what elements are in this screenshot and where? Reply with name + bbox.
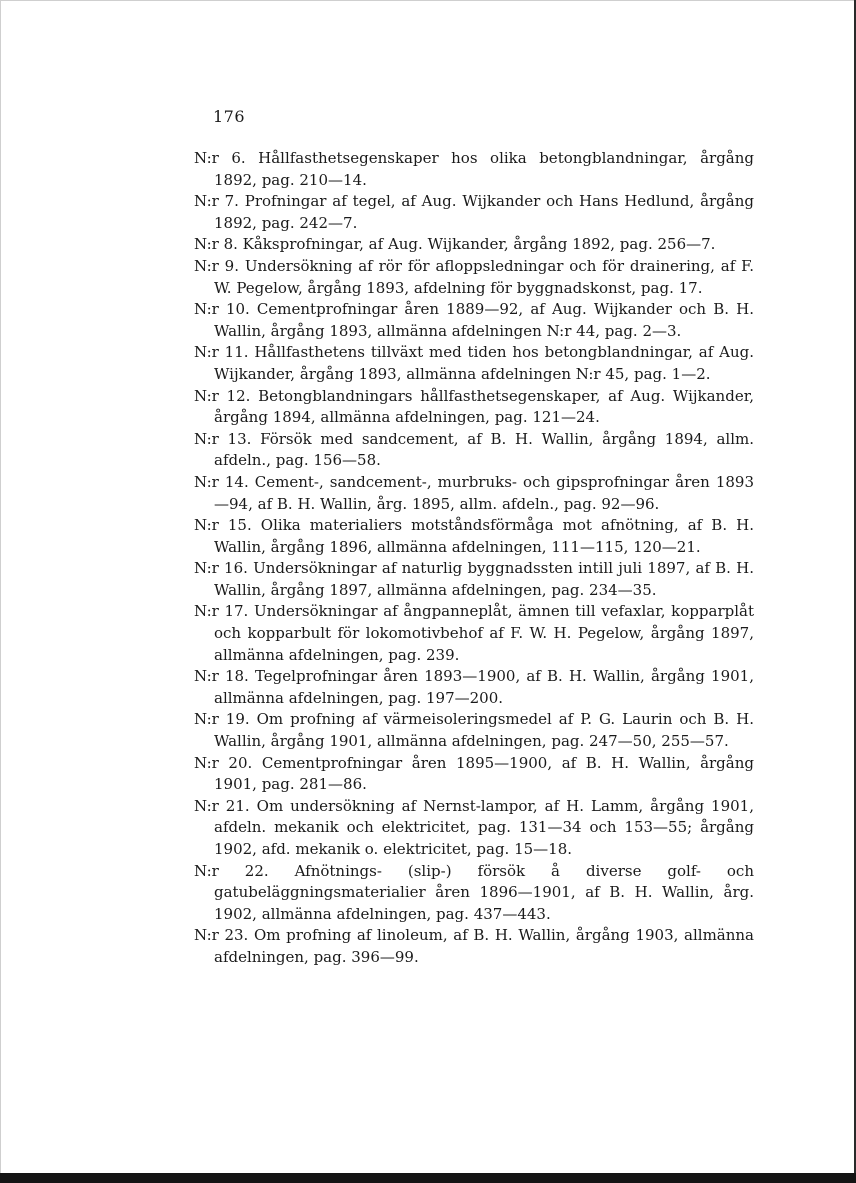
list-item-6: N:r 6. Hållfasthetsegenskaper hos olika betongblandningar, årgång 1892, pag. 210—14. — [194, 149, 754, 189]
list-item-12: N:r 12. Betongblandningars hållfasthetsegenskaper, af Aug. Wijkander, årgång 1894, allmänna afdelningen, pag. 121—24. — [194, 386, 754, 427]
list-item-9: N:r 9. Undersökning af rör för afloppsledningar och för drainering, af F. W. Pegelow, årgång 1893, afdelning för byggnadskonst, pag. 17. — [194, 256, 754, 297]
scan-edge-left — [0, 0, 1, 1183]
list-item-14: N:r 14. Cement-, sandcement-, murbruks- och gipsprofningar åren 1893 —94, af B. H. Wallin, årg. 1895, allm. afdeln., pag. 92—96. — [194, 472, 754, 513]
page-number: 176 — [213, 107, 246, 126]
list-item-19: N:r 19. Om profning af värmeisoleringsmedel af P. G. Laurin och B. H. Wallin, årgång 1901, allmänna afdelningen, pag. 247—50, 255—57. — [194, 710, 754, 751]
publication-list — [194, 148, 754, 969]
scan-edge-bottom — [0, 1173, 856, 1183]
list-item-7: N:r 7. Profningar af tegel, af Aug. Wijkander och Hans Hedlund, årgång 1892, pag. 242—7. — [194, 192, 754, 232]
list-item-15: N:r 15. Olika materialiers motståndsförmåga mot afnötning, af B. H. Wallin, årgång 1896, allmänna afdelningen, 111—115, 120—21. — [194, 516, 754, 556]
list-item-16: N:r 16. Undersökningar af naturlig byggnadssten intill juli 1897, af B. H. Wallin, årgång 1897, allmänna afdelningen, pag. 234—35. — [194, 559, 754, 599]
list-item-23: N:r 23. Om profning af linoleum, af B. H. Wallin, årgång 1903, allmänna afdelningen, pag. 396—99. — [194, 926, 754, 966]
scan-edge-top — [0, 0, 856, 1]
list-item-11: N:r 11. Hållfasthetens tillväxt med tiden hos betongblandningar, af Aug. Wijkander, årgång 1893, allmänna afdelningen N:r 45, pag. 1—2. — [194, 343, 754, 383]
list-item-22: N:r 22. Afnötnings- (slip-) försök å diverse golf- och gatubeläggningsmaterialier åren 1896—1901, af B. H. Wallin, årg. 1902, allmänna afdelningen, pag. 437—443. — [194, 861, 754, 923]
list-item-10: N:r 10. Cementprofningar åren 1889—92, af Aug. Wijkander och B. H. Wallin, årgång 1893, allmänna afdelningen N:r 44, pag. 2—3. — [194, 300, 754, 340]
list-item-20: N:r 20. Cementprofningar åren 1895—1900, af B. H. Wallin, årgång 1901, pag. 281—86. — [194, 753, 754, 794]
list-item-8: N:r 8. Kåksprofningar, af Aug. Wijkander, årgång 1892, pag. 256—7. — [194, 235, 716, 254]
list-item-13: N:r 13. Försök med sandcement, af B. H. Wallin, årgång 1894, allm. afdeln., pag. 156—58. — [194, 429, 754, 470]
list-item-17: N:r 17. Undersökningar af ångpanneplåt, ämnen till vefaxlar, kopparplåt och kopparbult för lokomotivbehof af F. W. H. Pegelow, årgång 1897, allmänna afdelningen, pag. 239. — [194, 602, 754, 664]
list-item-21: N:r 21. Om undersökning af Nernst-lampor, af H. Lamm, årgång 1901, afdeln. mekanik och elektricitet, pag. 131—34 och 153—55; årgång 1902, afd. mekanik o. elektricitet, pag. 15—18. — [194, 796, 754, 858]
list-item-18: N:r 18. Tegelprofningar åren 1893—1900, af B. H. Wallin, årgång 1901, allmänna afdelningen, pag. 197—200. — [194, 667, 754, 707]
